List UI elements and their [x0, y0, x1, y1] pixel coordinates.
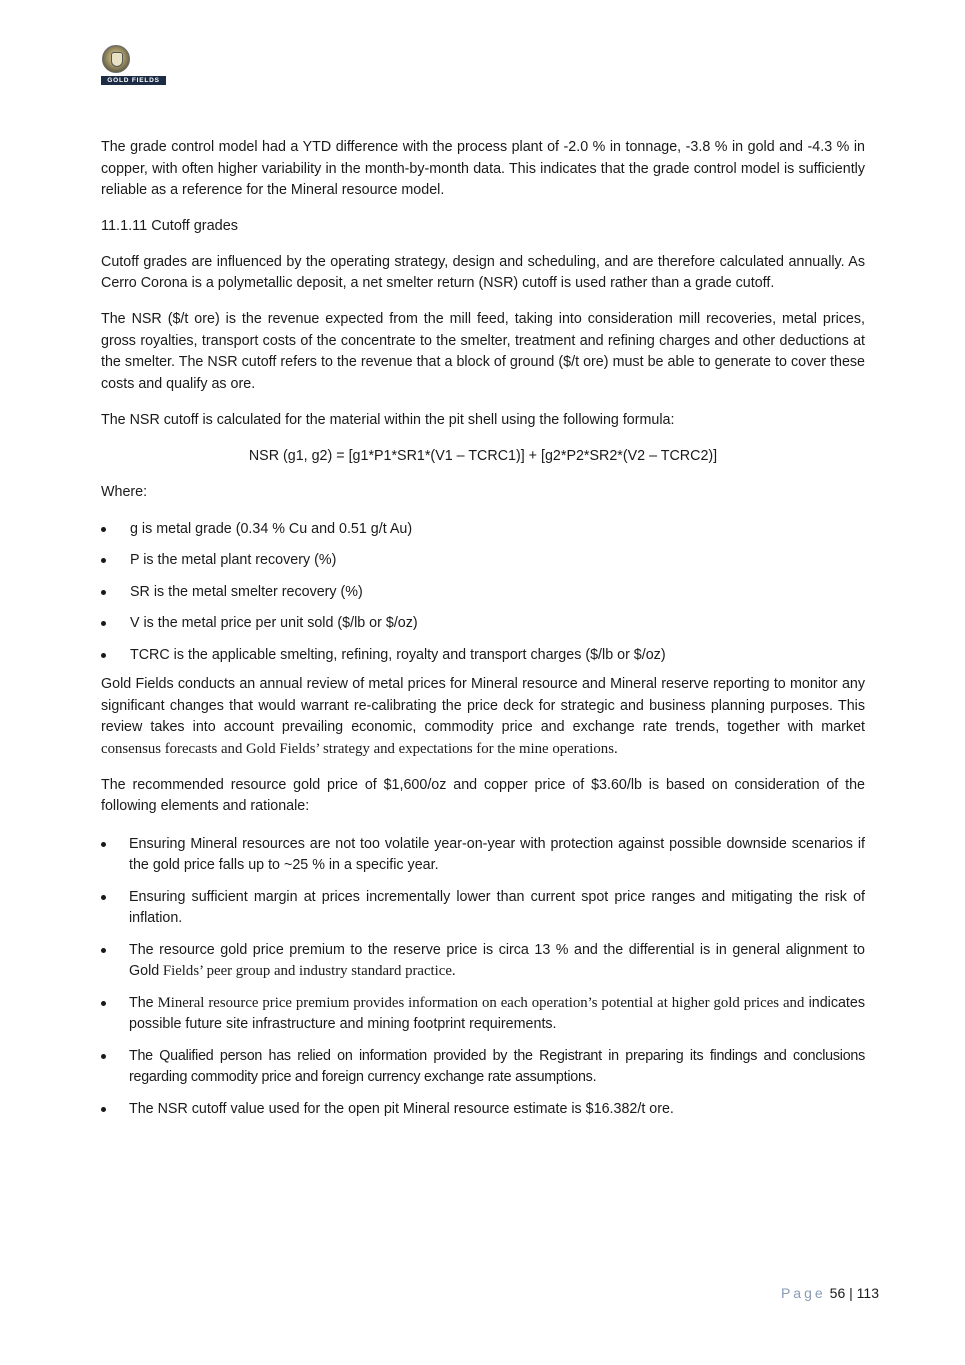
list-item-text: SR is the metal smelter recovery (%)	[130, 583, 363, 600]
page-number: 56	[829, 1285, 846, 1301]
list-item-text: The Qualified person has relied on information provided by the Registrant in preparing its findings and conclusions regarding commodity price and foreign currency exchange rate assumptions.	[129, 1047, 865, 1085]
list-item	[101, 887, 865, 930]
page-separator: |	[849, 1285, 853, 1301]
bullet-icon	[101, 590, 106, 595]
list-item	[101, 550, 865, 572]
paragraph-price-review-tail: consensus forecasts and Gold Fields’ strategy and expectations for the mine operations.	[101, 740, 618, 757]
bullet-icon	[101, 842, 106, 847]
paragraph-grade-control: The grade control model had a YTD difference with the process plant of -2.0 % in tonnage, -3.8 % in gold and -4.3 % in copper, with often higher variability in the month-by-month data. This indicates that the grade control model is sufficiently reliable as a reference for the Mineral resource model.	[101, 139, 865, 198]
list-item	[101, 993, 865, 1036]
where-label: Where:	[101, 484, 148, 500]
bullet-icon	[101, 621, 106, 626]
crest-icon	[102, 45, 130, 73]
page-total: 113	[856, 1285, 879, 1301]
list-item	[101, 519, 865, 541]
paragraph-price-review	[101, 674, 865, 760]
section-heading: 11.1.11 Cutoff grades	[101, 218, 239, 234]
bullet-icon	[101, 895, 106, 900]
bullet-icon	[101, 653, 106, 658]
list-item	[101, 582, 865, 604]
list-item-text: P is the metal plant recovery (%)	[130, 552, 337, 568]
list-item-text-tail: Fields’ peer group and industry standard practice.	[159, 963, 456, 979]
list-item	[101, 613, 865, 635]
definition-list	[101, 519, 865, 667]
nsr-formula: NSR (g1, g2) = [g1*P1*SR1*(V1 – TCRC1)] + [g2*P2*SR2*(V2 – TCRC2)]	[248, 447, 718, 464]
list-item	[101, 645, 865, 667]
paragraph-formula-intro: The NSR cutoff is calculated for the material within the pit shell using the following formula:	[101, 411, 675, 428]
list-item-text: g is metal grade (0.34 % Cu and 0.51 g/t Au)	[130, 520, 413, 537]
list-item-text: The NSR cutoff value used for the open pit Mineral resource estimate is $16.382/t ore.	[129, 1100, 674, 1117]
list-item-text-tail: indicates possible future site infrastructure and mining footprint requirements.	[129, 994, 865, 1032]
list-item-text: Ensuring sufficient margin at prices incrementally lower than current spot price ranges and mitigating the risk of inflation.	[129, 888, 865, 926]
paragraph-nsr-definition: The NSR ($/t ore) is the revenue expected from the mill feed, taking into consideration mill recoveries, metal prices, gross royalties, transport costs of the concentrate to the smelter, treatment and refining charges and other deductions at the smelter. The NSR cutoff refers to the revenue that a block of ground ($/t ore) must be able to generate to cover these costs and qualify as ore.	[101, 311, 865, 392]
list-item-text: The resource gold price premium to the reserve price is circa 13 % and the differential is in general alignment to Gold	[129, 941, 865, 979]
list-item-text: Ensuring Mineral resources are not too volatile year-on-year with protection against possible downside scenarios if the gold price falls up to ~25 % in a specific year.	[129, 835, 865, 873]
page-content	[101, 137, 865, 1130]
list-item	[101, 834, 865, 877]
list-item	[101, 1099, 865, 1121]
list-item	[101, 940, 865, 983]
gold-fields-logo	[101, 45, 169, 89]
list-item-text-middle: Mineral resource price premium provides information on each operation’s potential at higher gold prices and	[153, 994, 805, 1011]
logo-wordmark: GOLD FIELDS	[101, 76, 166, 85]
bullet-icon	[101, 1001, 106, 1006]
page-footer	[781, 1285, 879, 1301]
page-label: Page	[780, 1285, 826, 1301]
bullet-icon	[101, 1107, 106, 1112]
bullet-icon	[101, 558, 106, 563]
rationale-list	[101, 834, 865, 1121]
paragraph-recommended-price: The recommended resource gold price of $1,600/oz and copper price of $3.60/lb is based on consideration of the following elements and rationale:	[101, 776, 865, 814]
bullet-icon	[101, 527, 106, 532]
bullet-icon	[101, 1054, 106, 1059]
list-item-text: The	[129, 994, 154, 1011]
list-item-text: V is the metal price per unit sold ($/lb or $/oz)	[130, 615, 418, 631]
paragraph-cutoff-intro: Cutoff grades are influenced by the operating strategy, design and scheduling, and are therefore calculated annually. As Cerro Corona is a polymetallic deposit, a net smelter return (NSR) cutoff is used rather than a grade cutoff.	[101, 253, 865, 291]
list-item	[101, 1046, 865, 1089]
paragraph-price-review-text: Gold Fields conducts an annual review of metal prices for Mineral resource and Mineral reserve reporting to monitor any significant changes that would warrant re-calibrating the price deck for strategic and business planning purposes. This review takes into account prevailing economic, commodity price and exchange rate trends, together with market	[101, 676, 865, 735]
bullet-icon	[101, 948, 106, 953]
list-item-text: TCRC is the applicable smelting, refining, royalty and transport charges ($/lb or $/oz)	[130, 646, 666, 663]
